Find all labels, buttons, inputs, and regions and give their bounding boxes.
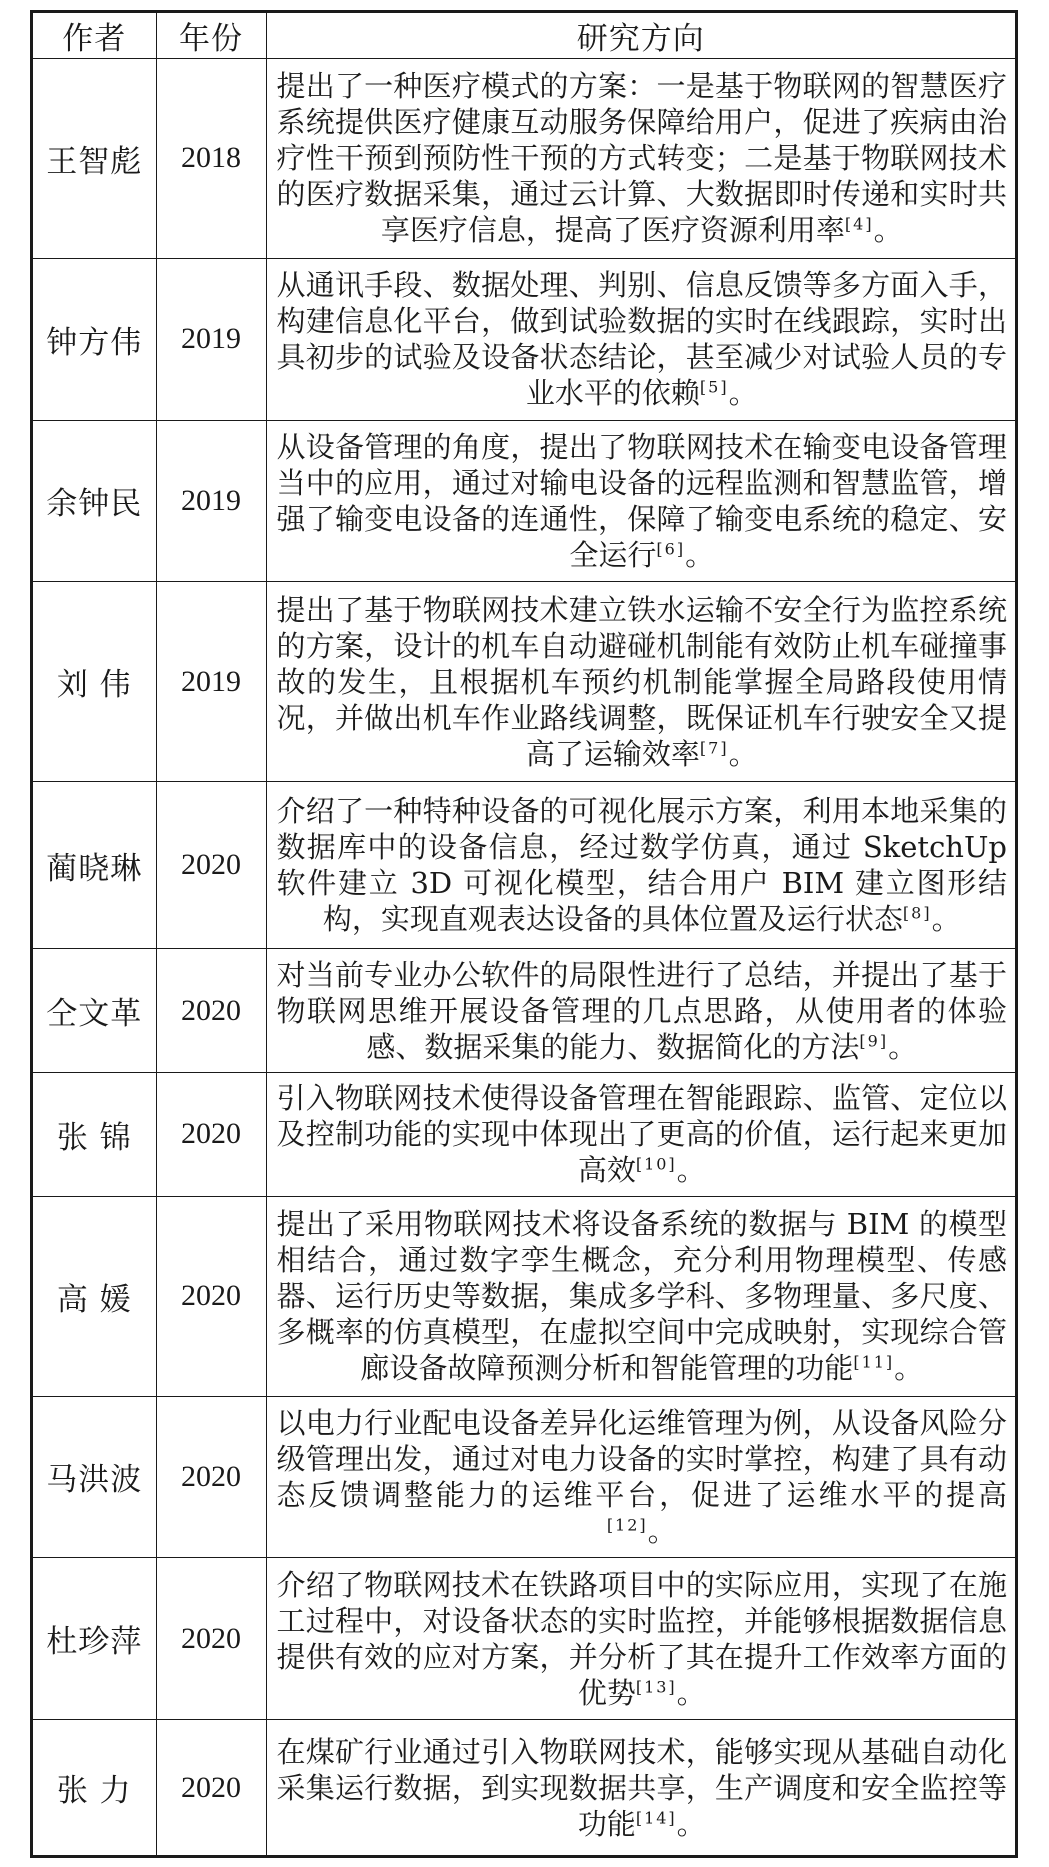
row-year: 2020 [156, 1396, 266, 1558]
direction-end: 。 [894, 1351, 924, 1386]
row-year: 2020 [156, 782, 266, 949]
direction-end: 。 [676, 1153, 706, 1188]
table-row [33, 1396, 1015, 1558]
table-header-row [33, 13, 1015, 59]
row-author: 马洪波 [33, 1396, 156, 1558]
citation-ref: [8] [902, 903, 932, 923]
direction-end: 。 [676, 1806, 706, 1841]
table-row [33, 420, 1015, 582]
row-author: 张 锦 [33, 1072, 156, 1196]
citation-ref: [12] [606, 1515, 648, 1535]
row-direction [266, 1720, 1015, 1855]
header-year: 年份 [156, 13, 266, 59]
row-year: 2018 [156, 59, 266, 259]
row-direction [266, 949, 1015, 1073]
direction-text: 提出了一种医疗模式的方案：一是基于物联网的智慧医疗系统提供医疗健康互动服务保障给用户，促进了疾病由治疗性干预到预防性干预的方式转变；二是基于物联网技术的医疗数据采集，通过云计算、大数据即时传递和实时共享医疗信息，提高了医疗资源利用率 [276, 69, 1007, 248]
row-direction [266, 1396, 1015, 1558]
table-row [33, 1720, 1015, 1855]
citation-ref: [7] [699, 738, 729, 758]
direction-end: 。 [728, 376, 758, 411]
table-row [33, 782, 1015, 949]
direction-text: 介绍了物联网技术在铁路项目中的实际应用，实现了在施工过程中，对设备状态的实时监控，并能够根据数据信息提供有效的应对方案，并分析了其在提升工作效率方面的优势 [276, 1567, 1007, 1710]
row-author: 钟方伟 [33, 258, 156, 420]
row-author: 蔺晓琳 [33, 782, 156, 949]
citation-ref: [10] [635, 1154, 677, 1174]
table-row [33, 258, 1015, 420]
research-table [33, 13, 1015, 1855]
header-author: 作者 [33, 13, 156, 59]
row-year: 2020 [156, 1072, 266, 1196]
research-table-frame [30, 10, 1018, 1858]
row-year: 2020 [156, 1558, 266, 1720]
citation-ref: [5] [699, 377, 729, 397]
direction-text: 从设备管理的角度，提出了物联网技术在输变电设备管理当中的应用，通过对输电设备的远程监测和智慧监管，增强了输变电设备的连通性，保障了输变电系统的稳定、安全运行 [276, 429, 1007, 572]
row-direction [266, 1196, 1015, 1396]
row-year: 2020 [156, 1720, 266, 1855]
row-author: 杜珍萍 [33, 1558, 156, 1720]
row-author: 仝文革 [33, 949, 156, 1073]
citation-ref: [4] [844, 214, 874, 234]
direction-end: 。 [931, 902, 961, 937]
table-row [33, 1558, 1015, 1720]
direction-text: 以电力行业配电设备差异化运维管理为例，从设备风险分级管理出发，通过对电力设备的实时掌控，构建了具有动态反馈调整能力的运维平台，促进了运维水平的提高 [276, 1405, 1007, 1512]
citation-ref: [11] [853, 1352, 895, 1372]
row-author: 余钟民 [33, 420, 156, 582]
table-row [33, 59, 1015, 259]
row-year: 2020 [156, 1196, 266, 1396]
row-author: 刘 伟 [33, 582, 156, 782]
citation-ref: [9] [859, 1030, 889, 1050]
row-year: 2019 [156, 258, 266, 420]
row-direction [266, 1558, 1015, 1720]
direction-text: 介绍了一种特种设备的可视化展示方案，利用本地采集的数据库中的设备信息，经过数学仿真，通过 SketchUp 软件建立 3D 可视化模型，结合用户 BIM 建立图形结构，实现直观表达设备的具体位置及运行状态 [276, 794, 1007, 937]
row-direction [266, 582, 1015, 782]
direction-text: 从通讯手段、数据处理、判别、信息反馈等多方面入手，构建信息化平台，做到试验数据的实时在线跟踪，实时出具初步的试验及设备状态结论，甚至减少对试验人员的专业水平的依赖 [276, 268, 1007, 411]
row-direction [266, 59, 1015, 259]
table-row [33, 1072, 1015, 1196]
citation-ref: [14] [635, 1807, 677, 1827]
direction-text: 提出了采用物联网技术将设备系统的数据与 BIM 的模型相结合，通过数字孪生概念，充分利用物理模型、传感器、运行历史等数据，集成多学科、多物理量、多尺度、多概率的仿真模型，在虚拟空间中完成映射，实现综合管廊设备故障预测分析和智能管理的功能 [276, 1207, 1007, 1386]
row-direction [266, 1072, 1015, 1196]
direction-text: 提出了基于物联网技术建立铁水运输不安全行为监控系统的方案，设计的机车自动避碰机制能有效防止机车碰撞事故的发生，且根据机车预约机制能掌握全局路段使用情况，并做出机车作业路线调整，既保证机车行驶安全又提高了运输效率 [276, 592, 1007, 771]
citation-ref: [6] [656, 539, 686, 559]
row-year: 2020 [156, 949, 266, 1073]
table-row [33, 1196, 1015, 1396]
header-direction: 研究方向 [266, 13, 1015, 59]
row-author: 王智彪 [33, 59, 156, 259]
row-direction [266, 258, 1015, 420]
direction-end: 。 [888, 1029, 918, 1064]
row-year: 2019 [156, 420, 266, 582]
row-direction [266, 782, 1015, 949]
direction-end: 。 [873, 213, 903, 248]
row-year: 2019 [156, 582, 266, 782]
direction-end: 。 [647, 1513, 677, 1548]
row-direction [266, 420, 1015, 582]
direction-end: 。 [685, 537, 715, 572]
row-author: 高 媛 [33, 1196, 156, 1396]
direction-text: 对当前专业办公软件的局限性进行了总结，并提出了基于物联网思维开展设备管理的几点思路，从使用者的体验感、数据采集的能力、数据简化的方法 [276, 957, 1007, 1064]
direction-text: 在煤矿行业通过引入物联网技术，能够实现从基础自动化采集运行数据，到实现数据共享，生产调度和安全监控等功能 [276, 1734, 1007, 1841]
direction-end: 。 [728, 736, 758, 771]
citation-ref: [13] [635, 1677, 677, 1697]
table-row [33, 949, 1015, 1073]
table-row [33, 582, 1015, 782]
direction-end: 。 [676, 1675, 706, 1710]
row-author: 张 力 [33, 1720, 156, 1855]
direction-text: 引入物联网技术使得设备管理在智能跟踪、监管、定位以及控制功能的实现中体现出了更高的价值，运行起来更加高效 [276, 1081, 1007, 1188]
